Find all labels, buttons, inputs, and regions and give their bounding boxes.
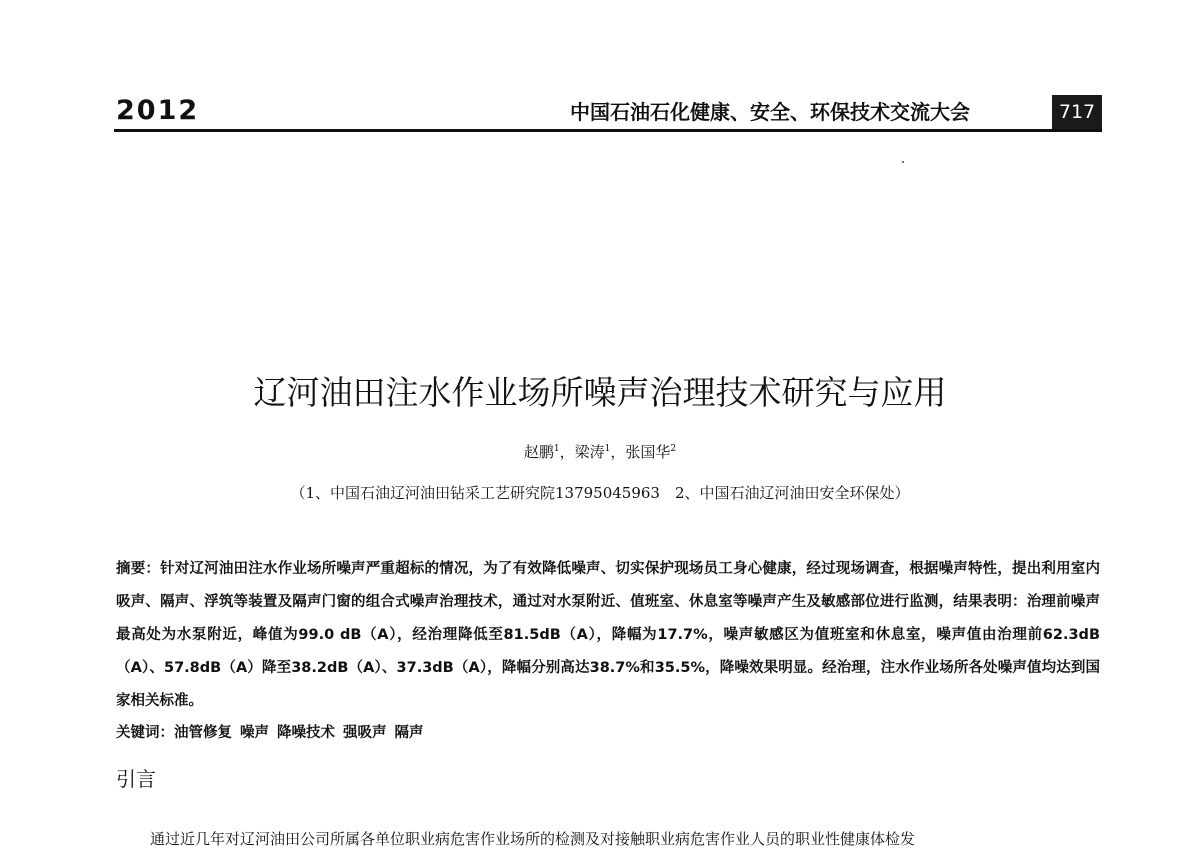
keyword: 强吸声 xyxy=(343,725,387,741)
scan-speck xyxy=(902,161,904,163)
author-separator: ， xyxy=(559,443,575,461)
introduction-paragraph: 通过近几年对辽河油田公司所属各单位职业病危害作业场所的检测及对接触职业病危害作业人员的职业性健康体检发 xyxy=(150,830,916,848)
author-name: 张国华 xyxy=(625,443,671,461)
author-list xyxy=(0,440,1200,464)
author-affiliation-mark: 1 xyxy=(604,444,611,454)
author-name: 赵鹏 xyxy=(523,443,554,461)
author-affiliation-mark: 1 xyxy=(553,444,560,454)
author-affiliation-mark: 2 xyxy=(670,444,677,454)
header-divider xyxy=(114,129,1102,132)
header-year: 2012 xyxy=(116,95,200,126)
section-heading-introduction: 引言 xyxy=(116,767,156,791)
keyword: 噪声 xyxy=(240,725,269,741)
header-page-number: 717 xyxy=(1052,95,1102,129)
author-name: 梁涛 xyxy=(574,443,605,461)
paper-title: 辽河油田注水作业场所噪声治理技术研究与应用 xyxy=(253,373,947,412)
author-separator: ， xyxy=(610,443,626,461)
keyword: 降噪技术 xyxy=(277,725,335,741)
header-conference-title: 中国石油石化健康、安全、环保技术交流大会 xyxy=(570,100,970,124)
keyword: 隔声 xyxy=(394,725,424,741)
keywords-line xyxy=(116,719,1100,747)
abstract: 摘要：针对辽河油田注水作业场所噪声严重超标的情况，为了有效降低噪声、切实保护现场员工身心健康，经过现场调查，根据噪声特性，提出利用室内吸声、隔声、浮筑等装置及隔声门窗的组合式噪声治理技术，通过对水泵附近、值班室、休息室等噪声产生及敏感部位进行监测，结果表明：治理前噪声最高处为水泵附近，峰值为99.0 dB（A），经治理降低至81.5dB（A），降幅为17.7%，噪声敏感区为值班室和休息室，噪声值由治理前62.3dB（A）、57.8dB（A）降至38.2dB（A）、37.3dB（A），降幅分别高达38.7%和35.5%，降噪效果明显。经治理，注水作业场所各处噪声值均达到国家相关标准。 xyxy=(116,561,1100,709)
keywords-label: 关键词： xyxy=(116,725,174,741)
affiliations: （1、中国石油辽河油田钻采工艺研究院13795045963 2、中国石油辽河油田安全环保处） xyxy=(290,484,910,502)
keyword: 油管修复 xyxy=(174,725,232,741)
